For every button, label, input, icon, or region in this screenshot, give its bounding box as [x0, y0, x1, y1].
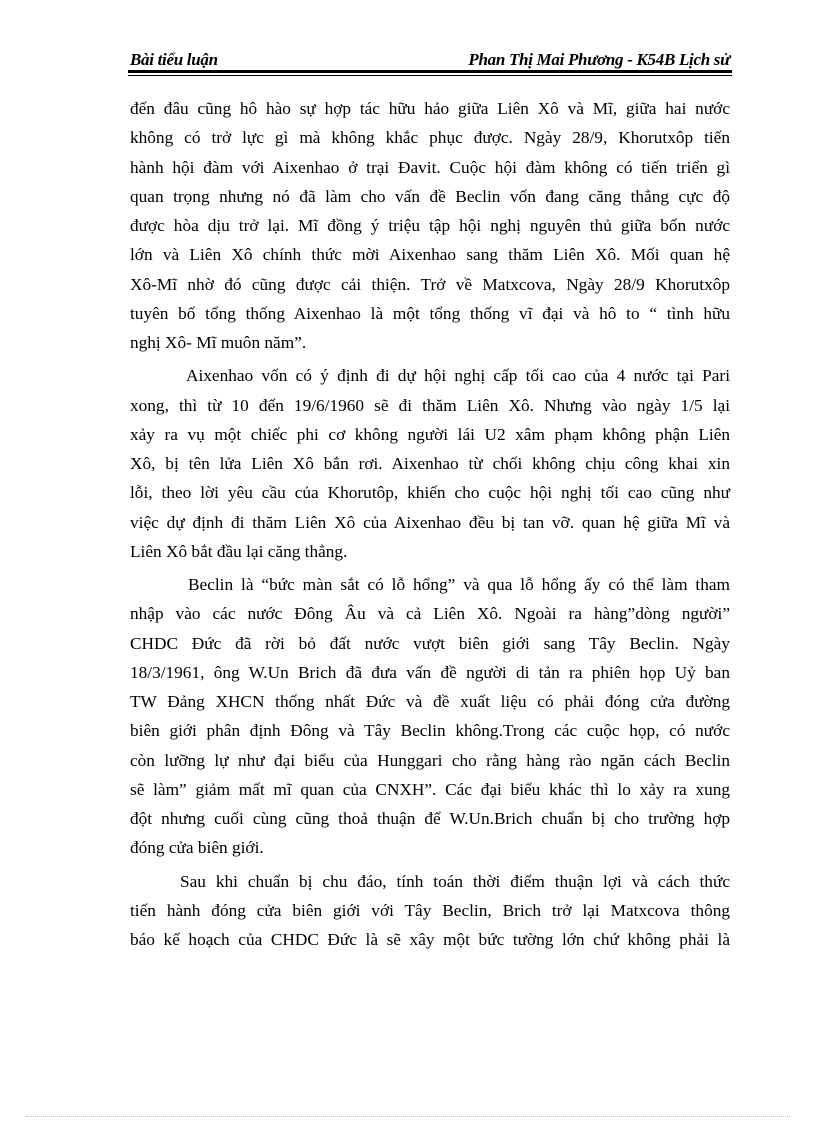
text-line: còn lưỡng lự như đại biểu của Hunggari cho rằng hàng rào ngăn cách Beclin	[130, 750, 730, 770]
text-line: sẽ làm” giảm mất mĩ quan của CNXH”. Các đại biểu khác thì lo xảy ra xung	[130, 779, 730, 799]
document-body	[130, 94, 730, 954]
text-line: Aixenhao vốn có ý định đi dự hội nghị cấp tối cao của 4 nước tại Pari	[186, 366, 730, 386]
text-line: lỗi, theo lời yêu cầu của Khorutôp, khiến cho cuộc hội nghị tối cao cũng như	[130, 483, 730, 503]
text-line: việc dự định đi thăm Liên Xô của Aixenhao đều bị tan vỡ. quan hệ giữa Mĩ và	[130, 512, 730, 532]
text-line: nghị Xô- Mĩ muôn năm”.	[130, 333, 307, 352]
text-line: 18/3/1961, ông W.Un Brich đã đưa vấn đề người di tản ra phiên họp Uỷ ban	[130, 662, 730, 682]
text-line: biên giới phân định Đông và Tây Beclin không.Trong các cuộc họp, có nước	[130, 721, 730, 741]
text-line: Liên Xô bắt đầu lại căng thẳng.	[130, 541, 348, 561]
text-line: hành hội đàm với Aixenhao ở trại Đavit. Cuộc hội đàm không có tiến triển gì	[130, 157, 730, 177]
header-rule-thick	[128, 70, 732, 73]
text-line: đóng cửa biên giới.	[130, 838, 264, 858]
text-line: đến đâu cũng hô hào sự hợp tác hữu hảo giữa Liên Xô và Mĩ, giữa hai nước	[130, 99, 730, 118]
text-line: CHDC Đức đã rời bỏ đất nước vượt biên giới sang Tây Beclin. Ngày	[130, 633, 730, 653]
text-line: Sau khi chuẩn bị chu đáo, tính toán thời điểm thuận lợi và cách thức	[180, 871, 730, 891]
header-left-title: Bài tiểu luận	[130, 50, 218, 69]
header-right-author: Phan Thị Mai Phương - K54B Lịch sử	[468, 50, 730, 69]
text-line: Beclin là “bức màn sắt có lỗ hổng” và qua lỗ hổng ấy có thể làm tham	[188, 575, 730, 594]
text-line: lớn và Liên Xô chính thức mời Aixenhao sang thăm Liên Xô. Mối quan hệ	[130, 245, 730, 265]
text-line: xảy ra vụ một chiếc phi cơ không người lái U2 xâm phạm không phận Liên	[130, 424, 730, 444]
text-line: TW Đảng XHCN thống nhất Đức và đề xuất liệu có phải đóng cửa đường	[130, 692, 730, 711]
text-line: quan trọng nhưng nó đã làm cho vấn đề Beclin vốn đang căng thẳng cực độ	[130, 186, 730, 206]
text-line: xong, thì từ 10 đến 19/6/1960 sẽ đi thăm Liên Xô. Nhưng vào ngày 1/5 lại	[130, 395, 730, 415]
text-line: Xô, bị tên lửa Liên Xô bắn rơi. Aixenhao từ chối không chịu công khai xin	[130, 454, 730, 473]
text-line: Xô-Mĩ nhờ đó cũng được cải thiện. Trở về Matxcova, Ngày 28/9 Khorutxôp	[130, 274, 730, 294]
page-footer-divider	[26, 1116, 790, 1117]
text-line: tiến hành đóng cửa biên giới với Tây Beclin, Brich trở lại Matxcova thông	[130, 900, 730, 920]
text-line: đột nhưng cuối cùng cũng thoả thuận để W.Un.Brich chuẩn bị cho trường hợp	[130, 809, 730, 828]
text-line: nhập vào các nước Đông Âu và cả Liên Xô. Ngoài ra hàng”dòng người”	[130, 604, 730, 624]
text-line: báo kế hoạch của CHDC Đức là sẽ xây một bức tường lớn chứ không phải là	[130, 930, 730, 949]
header-rule-thin	[128, 75, 732, 76]
text-line: được hòa dịu trở lại. Mĩ đồng ý triệu tập hội nghị nguyên thủ giữa bốn nước	[130, 216, 730, 235]
text-line: không có trở lực gì mà không khắc phục được. Ngày 28/9, Khorutxôp tiến	[130, 128, 730, 148]
text-line: tuyên bố tổng thống Aixenhao là một tổng thống vĩ đại và hô to “ tình hữu	[130, 303, 730, 323]
